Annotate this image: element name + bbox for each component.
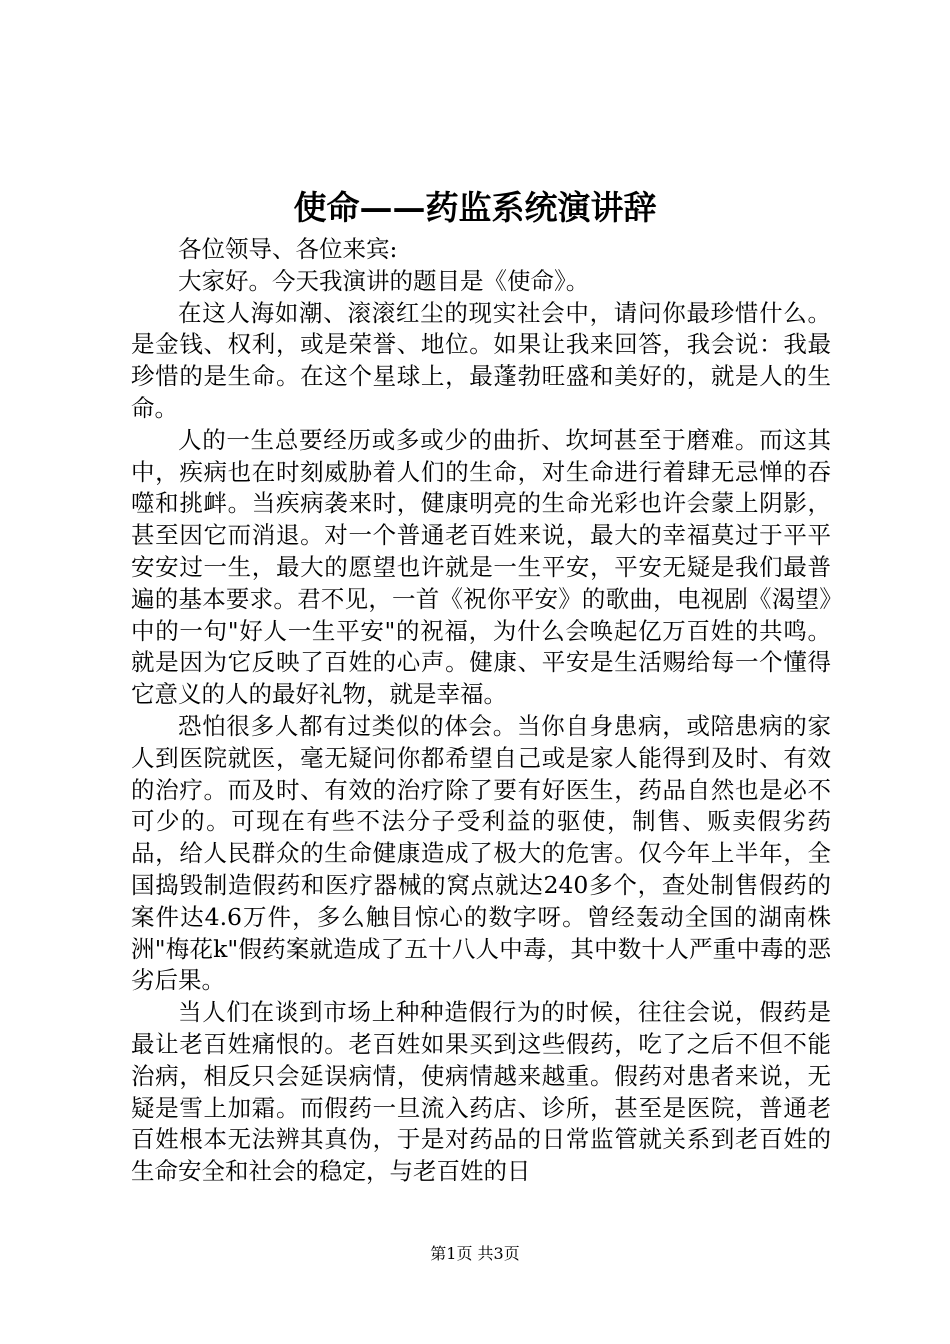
paragraph-intro: 大家好。今天我演讲的题目是《使命》。 [178, 266, 590, 295]
paragraph-life: 在这人海如潮、滚滚红尘的现实社会中，请问你最珍惜什么。是金钱、权利，或是荣誉、地位。如果让我来回答，我会说：我最珍惜的是生命。在这个星球上，最蓬勃旺盛和美好的，就是人的生命。 [131, 298, 831, 422]
paragraph-supervision: 当人们在谈到市场上种种造假行为的时候，往往会说，假药是最让老百姓痛恨的。老百姓如果买到这些假药，吃了之后不但不能治病，相反只会延误病情，使病情越来越重。假药对患者来说，无疑是雪上加霜。而假药一旦流入药店、诊所，甚至是医院，普通老百姓根本无法辨其真伪，于是对药品的日常监管就关系到老百姓的生命安全和社会的稳定，与老百姓的日 [131, 998, 831, 1186]
document-title: 使命——药监系统演讲辞 [293, 188, 657, 227]
paragraph-health-peace: 人的一生总要经历或多或少的曲折、坎坷甚至于磨难。而这其中，疾病也在时刻威胁着人们的生命，对生命进行着肆无忌惮的吞噬和挑衅。当疾病袭来时，健康明亮的生命光彩也许会蒙上阴影，甚至因它而消退。对一个普通老百姓来说，最大的幸福莫过于平平安安过一生，最大的愿望也许就是一生平安，平安无疑是我们最普遍的基本要求。君不见，一首《祝你平安》的歌曲，电视剧《渴望》中的一句"好人一生平安"的祝福，为什么会唤起亿万百姓的共鸣。就是因为它反映了百姓的心声。健康、平安是生活赐给每一个懂得它意义的人的最好礼物，就是幸福。 [131, 425, 831, 709]
paragraph-fake-drugs: 恐怕很多人都有过类似的体会。当你自身患病，或陪患病的家人到医院就医，毫无疑问你都希望自己或是家人能得到及时、有效的治疗。而及时、有效的治疗除了要有好医生，药品自然也是必不可少的。可现在有些不法分子受利益的驱使，制售、贩卖假劣药品，给人民群众的生命健康造成了极大的危害。仅今年上半年，全国捣毁制造假药和医疗器械的窝点就达240多个，查处制售假药的案件达4.6万件，多么触目惊心的数字呀。曾经轰动全国的湖南株洲"梅花k"假药案就造成了五十八人中毒，其中数十人严重中毒的恶劣后果。 [131, 711, 831, 995]
document-body [131, 234, 831, 1188]
page-number-footer: 第1页 共3页 [430, 1244, 520, 1263]
paragraph-greeting: 各位领导、各位来宾: [178, 235, 398, 263]
